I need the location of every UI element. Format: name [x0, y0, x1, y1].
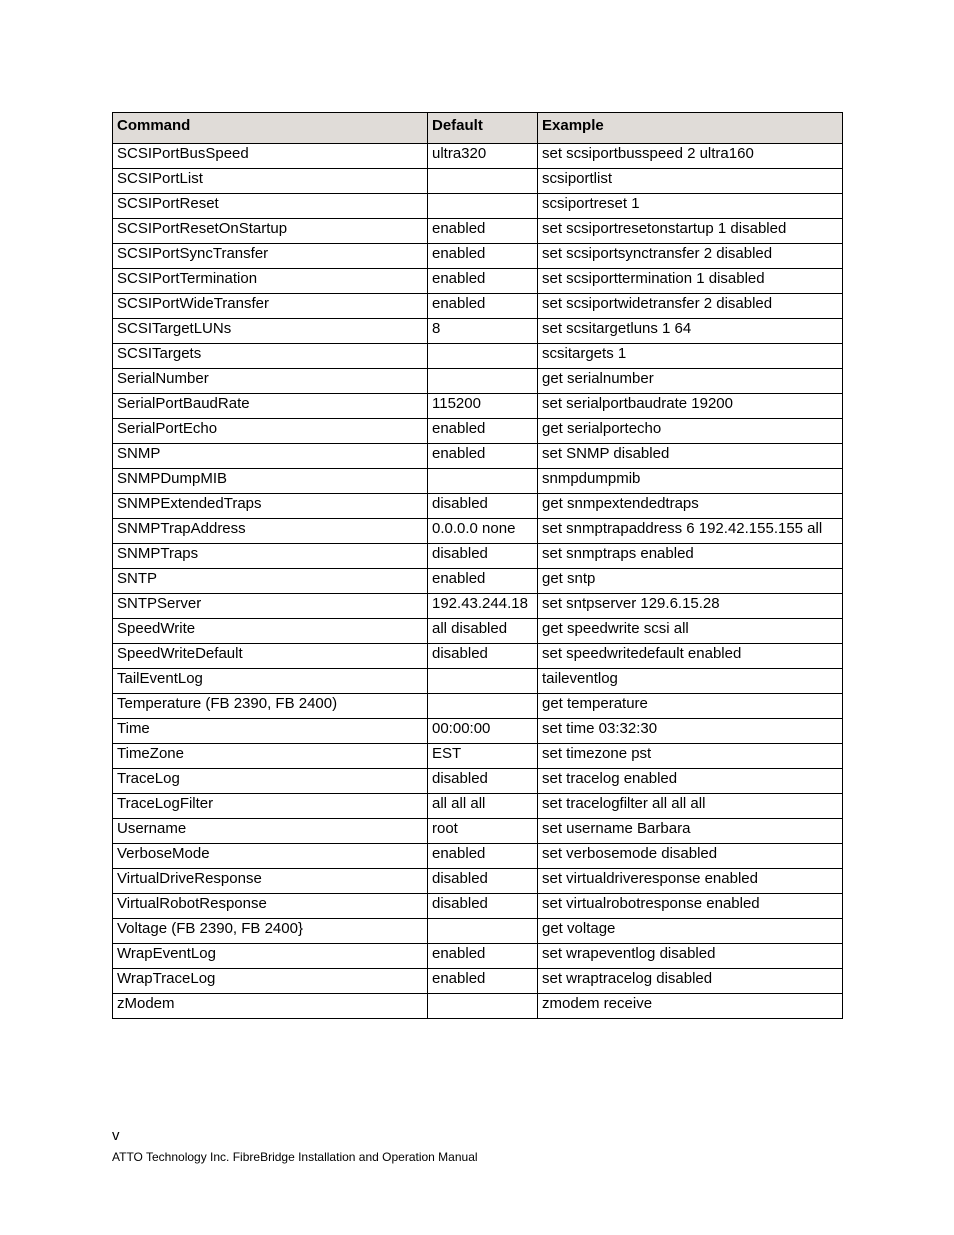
cell-command: SpeedWriteDefault	[113, 644, 428, 669]
cell-example: get snmpextendedtraps	[538, 494, 843, 519]
cell-example: set snmptraps enabled	[538, 544, 843, 569]
cell-example: get serialnumber	[538, 369, 843, 394]
table-row	[113, 319, 843, 344]
cell-command: SNMPExtendedTraps	[113, 494, 428, 519]
table-header-row	[113, 113, 843, 144]
table-row	[113, 444, 843, 469]
manual-title: ATTO Technology Inc. FibreBridge Installation and Operation Manual	[112, 1150, 478, 1164]
cell-default	[428, 344, 538, 369]
header-command: Command	[113, 113, 428, 144]
table-body	[113, 144, 843, 1019]
table-row	[113, 419, 843, 444]
cell-default: enabled	[428, 969, 538, 994]
cell-command: SNMPDumpMIB	[113, 469, 428, 494]
cell-default: disabled	[428, 494, 538, 519]
cell-command: SCSIPortSyncTransfer	[113, 244, 428, 269]
cell-example: get speedwrite scsi all	[538, 619, 843, 644]
cell-example: get voltage	[538, 919, 843, 944]
table-row	[113, 144, 843, 169]
cell-example: set tracelog enabled	[538, 769, 843, 794]
cell-command: SNMP	[113, 444, 428, 469]
cell-default	[428, 369, 538, 394]
cell-command: VirtualDriveResponse	[113, 869, 428, 894]
cell-command: Temperature (FB 2390, FB 2400)	[113, 694, 428, 719]
cell-command: SerialPortEcho	[113, 419, 428, 444]
cell-command: SCSIPortTermination	[113, 269, 428, 294]
cell-example: set speedwritedefault enabled	[538, 644, 843, 669]
page-number: v	[112, 1127, 120, 1144]
cell-default: disabled	[428, 544, 538, 569]
cell-default: disabled	[428, 769, 538, 794]
table-row	[113, 244, 843, 269]
table-row	[113, 944, 843, 969]
cell-command: SCSIPortWideTransfer	[113, 294, 428, 319]
table-row	[113, 869, 843, 894]
cell-example: scsiportlist	[538, 169, 843, 194]
cell-example: set sntpserver 129.6.15.28	[538, 594, 843, 619]
cell-example: set snmptrapaddress 6 192.42.155.155 all	[538, 519, 843, 544]
table-row	[113, 719, 843, 744]
cell-command: TraceLogFilter	[113, 794, 428, 819]
cell-example: set tracelogfilter all all all	[538, 794, 843, 819]
table-row	[113, 744, 843, 769]
table-row	[113, 619, 843, 644]
table-row	[113, 569, 843, 594]
cell-example: scsitargets 1	[538, 344, 843, 369]
table-row	[113, 644, 843, 669]
cell-command: SerialPortBaudRate	[113, 394, 428, 419]
cell-default: disabled	[428, 869, 538, 894]
cell-example: set scsiportresetonstartup 1 disabled	[538, 219, 843, 244]
cell-example: set SNMP disabled	[538, 444, 843, 469]
table-row	[113, 794, 843, 819]
cell-example: set wraptracelog disabled	[538, 969, 843, 994]
cell-example: set scsiportsynctransfer 2 disabled	[538, 244, 843, 269]
cell-example: set scsitargetluns 1 64	[538, 319, 843, 344]
table-row	[113, 369, 843, 394]
cell-example: scsiportreset 1	[538, 194, 843, 219]
cell-command: VerboseMode	[113, 844, 428, 869]
table-row	[113, 394, 843, 419]
cell-command: SNMPTraps	[113, 544, 428, 569]
table-row	[113, 694, 843, 719]
cell-example: get sntp	[538, 569, 843, 594]
cell-default: enabled	[428, 269, 538, 294]
cell-default: 00:00:00	[428, 719, 538, 744]
table-row	[113, 594, 843, 619]
table-row	[113, 844, 843, 869]
cell-default	[428, 694, 538, 719]
cell-command: Time	[113, 719, 428, 744]
table-row	[113, 669, 843, 694]
cell-default: 8	[428, 319, 538, 344]
cell-command: SerialNumber	[113, 369, 428, 394]
cell-command: Voltage (FB 2390, FB 2400}	[113, 919, 428, 944]
cell-default	[428, 469, 538, 494]
cell-default: disabled	[428, 894, 538, 919]
cell-default: disabled	[428, 644, 538, 669]
table-row	[113, 994, 843, 1019]
cell-default	[428, 194, 538, 219]
cell-example: set time 03:32:30	[538, 719, 843, 744]
cell-command: WrapTraceLog	[113, 969, 428, 994]
table-row	[113, 294, 843, 319]
cell-command: TailEventLog	[113, 669, 428, 694]
cell-default: enabled	[428, 294, 538, 319]
cell-example: set scsiportwidetransfer 2 disabled	[538, 294, 843, 319]
cell-example: set username Barbara	[538, 819, 843, 844]
cell-command: SCSIPortResetOnStartup	[113, 219, 428, 244]
cell-command: SCSITargetLUNs	[113, 319, 428, 344]
cell-command: SCSIPortReset	[113, 194, 428, 219]
cell-command: SNTPServer	[113, 594, 428, 619]
cell-command: SNTP	[113, 569, 428, 594]
cell-command: SCSIPortBusSpeed	[113, 144, 428, 169]
table-row	[113, 219, 843, 244]
cell-command: SCSIPortList	[113, 169, 428, 194]
cell-example: set scsiporttermination 1 disabled	[538, 269, 843, 294]
cell-default	[428, 169, 538, 194]
cell-example: taileventlog	[538, 669, 843, 694]
cell-command: TimeZone	[113, 744, 428, 769]
cell-default: enabled	[428, 844, 538, 869]
table-row	[113, 519, 843, 544]
cell-default: enabled	[428, 944, 538, 969]
cell-default: EST	[428, 744, 538, 769]
table-row	[113, 819, 843, 844]
cell-command: WrapEventLog	[113, 944, 428, 969]
cell-example: get serialportecho	[538, 419, 843, 444]
cell-default	[428, 994, 538, 1019]
cell-default: enabled	[428, 569, 538, 594]
cell-default	[428, 919, 538, 944]
cell-default: enabled	[428, 244, 538, 269]
cell-example: set virtualrobotresponse enabled	[538, 894, 843, 919]
cell-default: 192.43.244.18	[428, 594, 538, 619]
cell-example: set virtualdriveresponse enabled	[538, 869, 843, 894]
cell-example: set wrapeventlog disabled	[538, 944, 843, 969]
table-row	[113, 494, 843, 519]
cell-default: enabled	[428, 219, 538, 244]
cell-example: get temperature	[538, 694, 843, 719]
cell-default: root	[428, 819, 538, 844]
cell-default: all all all	[428, 794, 538, 819]
cell-example: set serialportbaudrate 19200	[538, 394, 843, 419]
cell-default: ultra320	[428, 144, 538, 169]
cell-default: 115200	[428, 394, 538, 419]
cell-example: set verbosemode disabled	[538, 844, 843, 869]
table-row	[113, 194, 843, 219]
header-default: Default	[428, 113, 538, 144]
table-row	[113, 269, 843, 294]
cell-example: set scsiportbusspeed 2 ultra160	[538, 144, 843, 169]
table-row	[113, 469, 843, 494]
cell-default: enabled	[428, 419, 538, 444]
cell-command: Username	[113, 819, 428, 844]
cell-command: SNMPTrapAddress	[113, 519, 428, 544]
table-row	[113, 894, 843, 919]
table-row	[113, 344, 843, 369]
cell-default: all disabled	[428, 619, 538, 644]
table-row	[113, 919, 843, 944]
table-row	[113, 969, 843, 994]
table-row	[113, 544, 843, 569]
table-row	[113, 169, 843, 194]
command-table	[112, 112, 843, 1019]
cell-command: TraceLog	[113, 769, 428, 794]
header-example: Example	[538, 113, 843, 144]
cell-default: enabled	[428, 444, 538, 469]
cell-command: zModem	[113, 994, 428, 1019]
cell-command: SCSITargets	[113, 344, 428, 369]
cell-command: SpeedWrite	[113, 619, 428, 644]
cell-example: snmpdumpmib	[538, 469, 843, 494]
table-row	[113, 769, 843, 794]
cell-command: VirtualRobotResponse	[113, 894, 428, 919]
cell-example: set timezone pst	[538, 744, 843, 769]
cell-default	[428, 669, 538, 694]
cell-default: 0.0.0.0 none	[428, 519, 538, 544]
cell-example: zmodem receive	[538, 994, 843, 1019]
